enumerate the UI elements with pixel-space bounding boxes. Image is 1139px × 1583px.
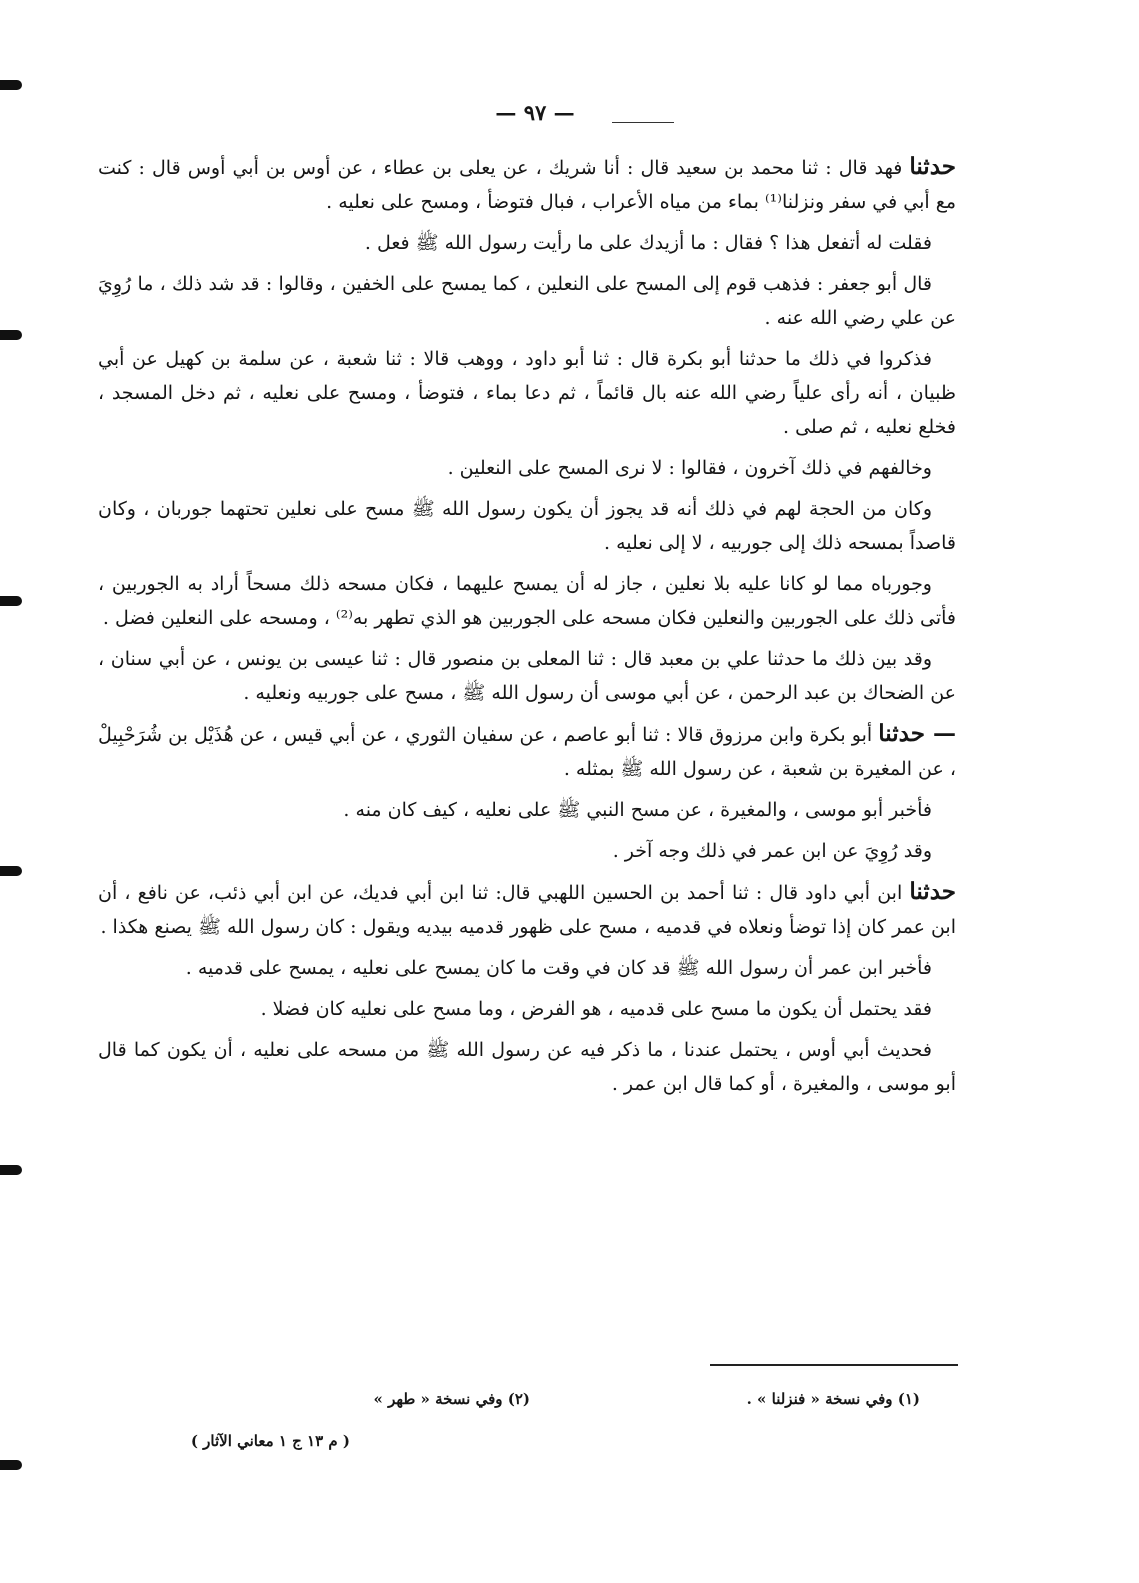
paragraph-text: أبو بكرة وابن مرزوق قالا : ثنا أبو عاصم ، عن سفيان الثوري ، عن أبي قيس ، عن هُذَيْل بن شُرَحْبِيلْ ، عن المغيرة بن شعبة ، عن رسول الله ﷺ بمثله .: [98, 724, 956, 780]
paragraph: [98, 226, 956, 260]
paragraph: [98, 492, 956, 560]
paragraph: [98, 150, 956, 219]
paragraph: [98, 642, 956, 710]
paragraph: [98, 793, 956, 827]
paragraph-text: فأخبر أبو موسى ، والمغيرة ، عن مسح النبي ﷺ على نعليه ، كيف كان منه .: [343, 799, 932, 821]
paragraph-text: فذكروا في ذلك ما حدثنا أبو بكرة قال : ثنا أبو داود ، ووهب قالا : ثنا شعبة ، عن سلمة بن كهيل عن أبي ظبيان ، أنه رأى علياً رضي الله عنه بال قائماً ، ثم دعا بماء ، فتوضأ ، ومسح على نعليه ، ثم دخل المسجد ، فخلع نعليه ، ثم صلى .: [98, 348, 956, 438]
paragraph-text: وقد رُوِيَ عن ابن عمر في ذلك وجه آخر .: [612, 840, 932, 862]
paragraph: [98, 875, 956, 944]
binding-mark: [0, 1165, 22, 1175]
paragraph-text: وقد بين ذلك ما حدثنا علي بن معبد قال : ثنا المعلى بن منصور قال : ثنا عيسى بن يونس ، عن أبي سنان ، عن الضحاك بن عبد الرحمن ، عن أبي موسى أن رسول الله ﷺ ، مسح على جوربيه ونعليه .: [98, 648, 956, 704]
paragraph: [98, 951, 956, 985]
paragraph-text: وجورباه مما لو كانا عليه بلا نعلين ، جاز له أن يمسح عليهما ، فكان مسحه ذلك مسحاً أراد به الجوربين ، فأتى ذلك على الجوربين والنعلين فكان مسحه على الجوربين هو الذي تطهر به⁽²⁾ ، ومسحه على النعلين فضل .: [98, 573, 956, 629]
signature-mark: ( م ١٣ ج ١ معاني الآثار ): [190, 1432, 350, 1450]
footnote-1: (١) وفي نسخة « فنزلنا » .: [746, 1390, 920, 1408]
paragraph: [98, 717, 956, 786]
hadith-lead: — حدثنا: [878, 720, 956, 747]
binding-mark: [0, 80, 22, 90]
paragraph: [98, 992, 956, 1026]
footnote-rule: [710, 1364, 958, 1366]
paragraph-text: فهد قال : ثنا محمد بن سعيد قال : أنا شريك ، عن يعلى بن عطاء ، عن أوس بن أبي أوس قال : كنت مع أبي في سفر ونزلنا⁽¹⁾ بماء من مياه الأعراب ، فبال فتوضأ ، ومسح على نعليه .: [98, 157, 956, 213]
header-rule: [612, 122, 674, 123]
paragraph-text: قال أبو جعفر : فذهب قوم إلى المسح على النعلين ، كما يمسح على الخفين ، وقالوا : قد شد ذلك ، ما رُوِيَ عن علي رضي الله عنه .: [98, 273, 956, 329]
hadith-lead: حدثنا: [909, 878, 956, 905]
paragraph-text: فقلت له أتفعل هذا ؟ فقال : ما أزيدك على ما رأيت رسول الله ﷺ فعل .: [364, 232, 932, 254]
paragraph: [98, 567, 956, 635]
paragraph: [98, 1033, 956, 1101]
hadith-lead: حدثنا: [909, 153, 956, 180]
main-text: [98, 150, 956, 1108]
paragraph-text: فحديث أبي أوس ، يحتمل عندنا ، ما ذكر فيه عن رسول الله ﷺ من مسحه على نعليه ، أن يكون كما قال أبو موسى ، والمغيرة ، أو كما قال ابن عمر .: [98, 1039, 956, 1095]
paragraph: [98, 342, 956, 444]
paragraph-text: فأخبر ابن عمر أن رسول الله ﷺ قد كان في وقت ما كان يمسح على نعليه ، يمسح على قدميه .: [185, 957, 932, 979]
paragraph: [98, 834, 956, 868]
binding-mark: [0, 330, 22, 340]
paragraph-text: وكان من الحجة لهم في ذلك أنه قد يجوز أن يكون رسول الله ﷺ مسح على نعلين تحتهما جوربان ، وكان قاصداً بمسحه ذلك إلى جوربيه ، لا إلى نعليه .: [98, 498, 956, 554]
paragraph-text: فقد يحتمل أن يكون ما مسح على قدميه ، هو الفرض ، وما مسح على نعليه كان فضلا .: [260, 998, 932, 1020]
binding-mark: [0, 866, 22, 876]
footnote-2: (٢) وفي نسخة « طهر »: [373, 1390, 530, 1408]
binding-mark: [0, 596, 22, 606]
page-number: — ٩٧ —: [495, 100, 575, 125]
paragraph-text: وخالفهم في ذلك آخرون ، فقالوا : لا نرى المسح على النعلين .: [447, 457, 932, 479]
paragraph: [98, 451, 956, 485]
paragraph-text: ابن أبي داود قال : ثنا أحمد بن الحسين اللهبي قال: ثنا ابن أبي فديك، عن ابن أبي ذئب، عن نافع ، أن ابن عمر كان إذا توضأ ونعلاه في قدميه ، مسح على ظهور قدميه بيديه ويقول : كان رسول الله ﷺ يصنع هكذا .: [98, 882, 956, 938]
paragraph: [98, 267, 956, 335]
binding-mark: [0, 1460, 22, 1470]
